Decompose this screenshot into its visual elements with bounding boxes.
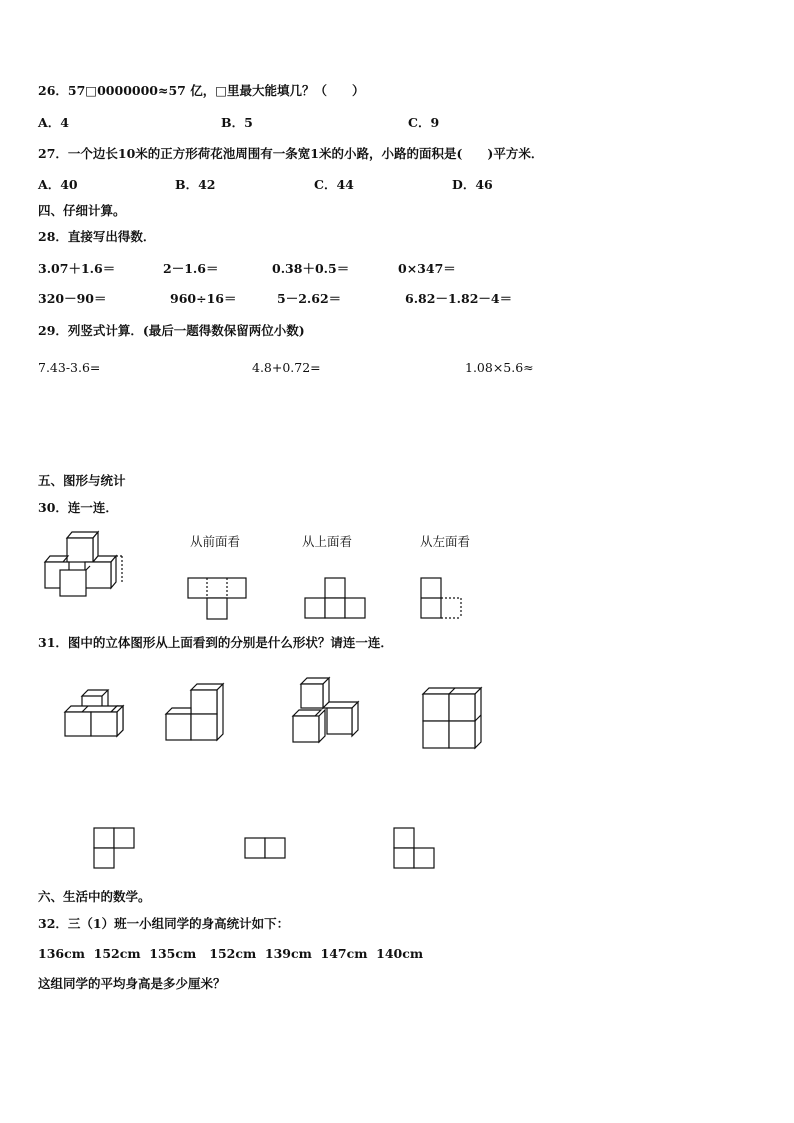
- q32-stem: 32．三（1）班一小组同学的身高统计如下：: [38, 916, 290, 931]
- q31-solid-4: [420, 686, 484, 750]
- q26-option-a[interactable]: A．4: [38, 115, 69, 130]
- q28-item: 5－2.62＝: [277, 291, 342, 306]
- q28-item: 0×347＝: [398, 261, 456, 276]
- q32-question: 这组同学的平均身高是多少厘米？: [38, 976, 226, 991]
- section-5-heading: 五、图形与统计: [38, 473, 126, 488]
- section-4-heading: 四、仔细计算。: [38, 203, 126, 218]
- q28-item: 6.82－1.82－4＝: [405, 291, 513, 306]
- q27-stem: 27．一个边长10米的正方形荷花池周围有一条宽1米的小路，小路的面积是( )平方米．: [38, 146, 544, 161]
- q30-label-top: 从上面看: [302, 534, 353, 549]
- q31-stem: 31．图中的立体图形从上面看到的分别是什么形状？请连一连．: [38, 635, 393, 650]
- q29-item: 7.43-3.6=: [38, 360, 101, 375]
- q30-view-front[interactable]: [187, 577, 247, 621]
- q31-solid-1: [62, 690, 128, 742]
- q27-option-c[interactable]: C．44: [314, 177, 354, 192]
- q29-item: 1.08×5.6≈: [465, 360, 534, 375]
- q31-solid-3: [290, 674, 362, 746]
- q30-solid-figure: [40, 530, 130, 600]
- q28-item: 320－90＝: [38, 291, 107, 306]
- q26-stem: 26．57□0000000≈57 亿，□里最大能填几？（ ）: [38, 83, 365, 98]
- q28-item: 0.38＋0.5＝: [272, 261, 350, 276]
- q28-item: 3.07＋1.6＝: [38, 261, 116, 276]
- q27-option-b[interactable]: B．42: [175, 177, 216, 192]
- q32-height-data: 136cm 152cm 135cm 152cm 139cm 147cm 140cm: [38, 946, 424, 961]
- q29-stem: 29．列竖式计算．(最后一题得数保留两位小数): [38, 323, 305, 338]
- q31-solid-2: [164, 682, 228, 744]
- q30-stem: 30．连一连．: [38, 500, 118, 515]
- q30-label-left: 从左面看: [420, 534, 471, 549]
- q27-option-a[interactable]: A．40: [38, 177, 78, 192]
- q28-item: 960÷16＝: [170, 291, 237, 306]
- q30-view-left[interactable]: [420, 577, 464, 621]
- q26-option-c[interactable]: C．9: [408, 115, 440, 130]
- q28-stem: 28．直接写出得数．: [38, 229, 156, 244]
- q30-view-top[interactable]: [304, 577, 366, 621]
- q27-option-d[interactable]: D．46: [452, 177, 493, 192]
- q31-topview-3[interactable]: [393, 827, 437, 871]
- q26-option-b[interactable]: B．5: [221, 115, 253, 130]
- q31-topview-2[interactable]: [244, 837, 288, 861]
- section-6-heading: 六、生活中的数学。: [38, 889, 151, 904]
- q30-label-front: 从前面看: [190, 534, 241, 549]
- q28-item: 2－1.6＝: [163, 261, 219, 276]
- q29-item: 4.8+0.72=: [252, 360, 321, 375]
- q31-topview-1[interactable]: [93, 827, 137, 871]
